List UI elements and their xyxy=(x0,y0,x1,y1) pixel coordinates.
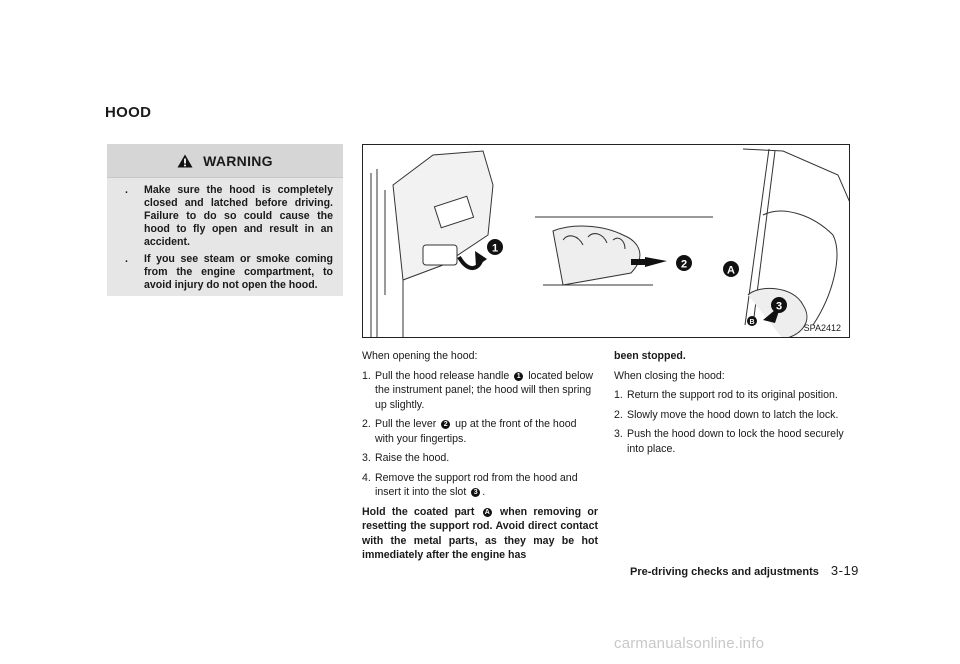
step-text: up at the front of the hood with your fingertips. xyxy=(375,418,577,445)
warning-list xyxy=(107,184,343,292)
warning-box xyxy=(107,144,343,296)
step-text: Pull the lever xyxy=(375,418,437,430)
closing-step-2 xyxy=(614,408,852,423)
step-text: Pull the hood release handle xyxy=(375,369,510,382)
note-continued: been stopped. xyxy=(614,350,686,362)
page-number: 3-19 xyxy=(830,563,859,578)
bullet-icon: . xyxy=(125,253,128,265)
warning-header xyxy=(107,144,343,178)
callout-A: A xyxy=(727,264,735,277)
instructions-column-left xyxy=(362,349,598,568)
step-text: . xyxy=(482,486,486,498)
callout-badge: 1 xyxy=(514,372,523,381)
step-text: located below the instrument panel; the hood will then spring up slightly. xyxy=(375,369,593,411)
callout-B: B xyxy=(749,319,755,326)
step-number: 2. xyxy=(362,418,371,430)
opening-intro: When opening the hood: xyxy=(362,350,478,362)
step-number: 4. xyxy=(362,471,371,484)
step-text: Remove the support rod from the hood and insert it into the slot xyxy=(375,471,578,498)
callout-3: 3 xyxy=(775,300,783,313)
closing-intro: When closing the hood: xyxy=(614,369,725,382)
closing-step-3 xyxy=(614,427,852,456)
note-text: when removing or resetting the support rod. Avoid direct contact with the metal parts, as they may be hot immediately after the engine has xyxy=(362,505,598,561)
step-number: 1. xyxy=(614,389,623,401)
opening-step-2 xyxy=(362,417,598,446)
warning-item xyxy=(125,184,333,249)
callout-badge: A xyxy=(484,508,490,516)
note-text: Hold the coated part xyxy=(362,505,475,518)
step-text: Slowly move the hood down to latch the lock. xyxy=(627,408,839,421)
warning-item-text: If you see steam or smoke coming from the engine compartment, to avoid injury do not open the hood. xyxy=(144,253,333,291)
closing-step-1 xyxy=(614,388,852,403)
hood-illustration-graphic xyxy=(363,145,850,338)
opening-step-4 xyxy=(362,471,598,500)
page-footer xyxy=(630,563,859,578)
warning-triangle-icon xyxy=(177,154,193,168)
step-text: Raise the hood. xyxy=(375,452,450,464)
warning-item xyxy=(125,253,333,292)
step-number: 1. xyxy=(362,369,371,382)
warning-heading: WARNING xyxy=(203,152,273,169)
callout-1: 1 xyxy=(491,242,499,255)
coated-part-note xyxy=(362,505,598,563)
hood-release-illustration xyxy=(362,144,850,338)
callout-badge: 2 xyxy=(441,420,450,429)
footer-section-title: Pre-driving checks and adjustments xyxy=(630,566,819,578)
watermark: carmanualsonline.info xyxy=(614,635,765,652)
callout-2: 2 xyxy=(680,258,688,271)
opening-step-1 xyxy=(362,369,598,413)
step-number: 2. xyxy=(614,408,623,421)
step-text: Return the support rod to its original position. xyxy=(627,389,838,401)
bullet-icon: . xyxy=(125,184,128,196)
opening-step-3 xyxy=(362,451,598,466)
step-text: Push the hood down to lock the hood securely into place. xyxy=(627,428,844,455)
instructions-column-right xyxy=(614,349,852,461)
step-number: 3. xyxy=(614,428,623,440)
section-title: HOOD xyxy=(105,104,152,121)
callout-badge: 3 xyxy=(471,488,480,497)
figure-code: SPA2412 xyxy=(803,323,841,333)
warning-item-text: Make sure the hood is completely closed and latched before driving. Failure to do so could cause the hood to fly open and result in an accident. xyxy=(144,184,333,248)
step-number: 3. xyxy=(362,452,371,464)
